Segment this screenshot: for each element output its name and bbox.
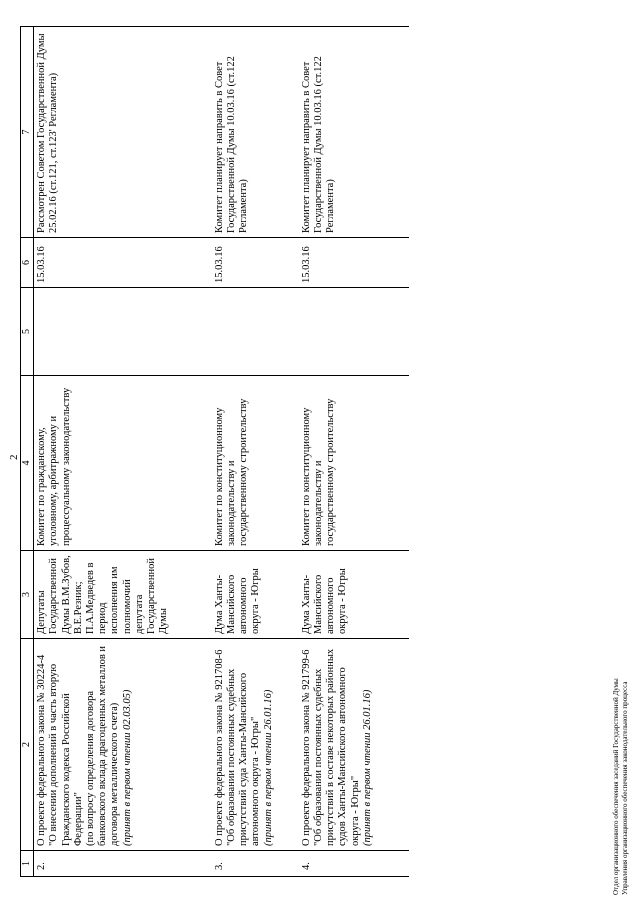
- bills-table: [20, 26, 409, 877]
- header-cell: 3: [21, 551, 34, 639]
- column-5-cell: [212, 288, 299, 376]
- bill-title: О проекте федерального закона № 921708-6: [213, 649, 225, 846]
- bill-name: "Об образовании постоянных судебных присутствий в составе некоторых районных судов Ханты-Мансийского автономного округа - Югры": [312, 648, 361, 846]
- bill-description: [34, 639, 212, 851]
- bill-status: (принят в первом чтении 26.01.16): [262, 689, 274, 846]
- row-number: 3.: [212, 851, 299, 877]
- table-row: [299, 27, 409, 877]
- footer-line: Управления организационного обеспечения законодательного процесса: [620, 681, 629, 895]
- bill-authors: Дума Ханты-Мансийского автономного округа - Югры: [299, 551, 409, 639]
- header-cell: 5: [21, 288, 34, 376]
- date-cell: 15.03.16: [34, 238, 212, 288]
- note-cell: Рассмотрен Советом Государственной Думы 25.02.16 (ст.121, ст.123' Регламента): [34, 27, 212, 238]
- bill-status: (принят в первом чтении 02.03.05): [121, 689, 133, 846]
- table-row: [212, 27, 299, 877]
- footer-line: Отдел организационного обеспечения заседаний Государственной Думы: [612, 678, 620, 895]
- bill-title: О проекте федерального закона № 30224-4: [36, 654, 48, 846]
- date-cell: 15.03.16: [299, 238, 409, 288]
- bill-title: О проекте федерального закона № 921799-6: [300, 649, 312, 846]
- bill-description: [299, 639, 409, 851]
- date-cell: 15.03.16: [212, 238, 299, 288]
- header-cell: 2: [21, 639, 34, 851]
- responsible-committee: Комитет по конституционному законодательству и государственному строительству: [299, 376, 409, 551]
- bill-authors: Депутаты Государственной Думы В.М.Зубов, В.Е.Резник; П.А.Медведев в период исполнения им полномочий депутата Государственной Думы: [34, 551, 212, 639]
- bill-authors: Дума Ханты-Мансийского автономного округа - Югры: [212, 551, 299, 639]
- page-number: 2: [8, 454, 20, 460]
- header-cell: 7: [21, 27, 34, 238]
- bill-name: "О внесении дополнений в часть вторую Гражданского кодекса Российской Федерации": [48, 663, 84, 846]
- footer: [612, 678, 629, 895]
- note-cell: Комитет планирует направить в Совет Государственной Думы 10.03.16 (ст.122 Регламента): [299, 27, 409, 238]
- bill-subject: (по вопросу определения договора банковского вклада драгоценных металлов и договора металлического счета): [85, 645, 121, 846]
- table-header-row: [21, 27, 34, 877]
- responsible-committee: Комитет по конституционному законодательству и государственному строительству: [212, 376, 299, 551]
- bill-description: [212, 639, 299, 851]
- bill-status: (принят в первом чтении 26.01.16): [361, 689, 373, 846]
- column-5-cell: [299, 288, 409, 376]
- note-cell: Комитет планирует направить в Совет Государственной Думы 10.03.16 (ст.122 Регламента): [212, 27, 299, 238]
- header-cell: 4: [21, 376, 34, 551]
- header-cell: 6: [21, 238, 34, 288]
- table-row: [34, 27, 212, 877]
- column-5-cell: [34, 288, 212, 376]
- row-number: 2.: [34, 851, 212, 877]
- row-number: 4.: [299, 851, 409, 877]
- bill-name: "Об образовании постоянных судебных присутствий суда Ханты-Мансийского автономного округа - Югры": [225, 668, 262, 846]
- responsible-committee: Комитет по гражданскому, уголовному, арбитражному и процессуальному законодательству: [34, 376, 212, 551]
- header-cell: 1: [21, 851, 34, 877]
